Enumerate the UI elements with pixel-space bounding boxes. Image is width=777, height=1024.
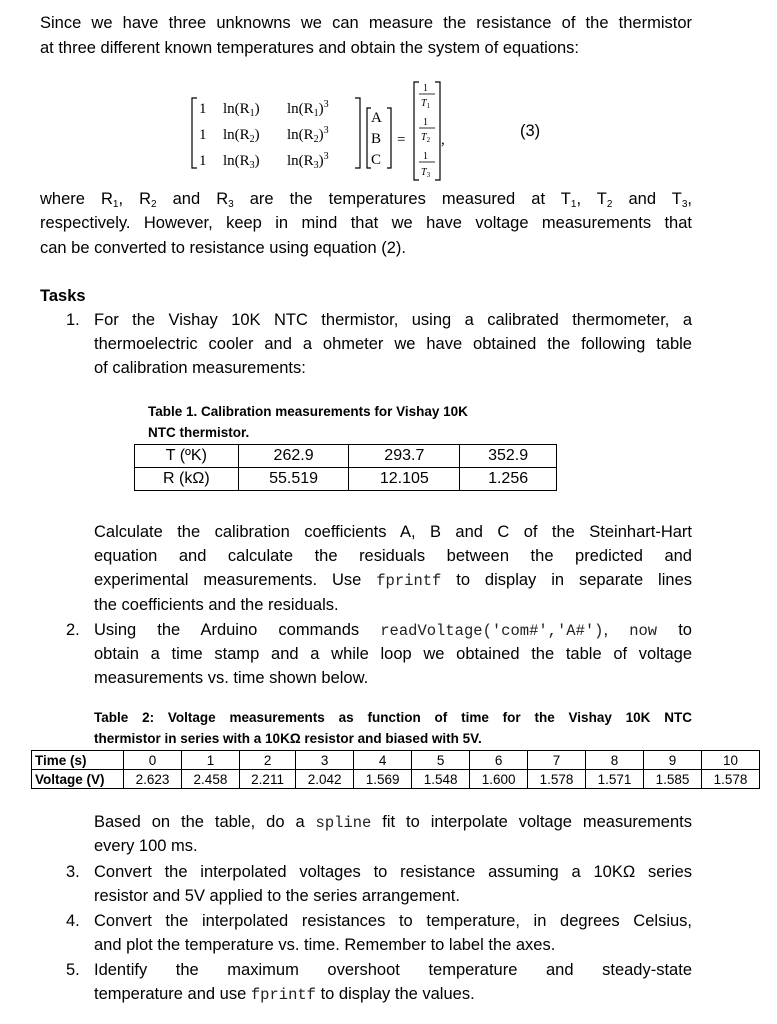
table-cell: 55.519 [238, 468, 349, 491]
table-cell: 0 [124, 751, 182, 770]
table-cell: 2.042 [296, 770, 354, 789]
matrix-r3-c3: $\ln(R_3)^3$ [287, 151, 329, 171]
matrix-r2-c2: $\ln(R_2)$ [223, 127, 260, 145]
task-4-line-1: Convert the interpolated resistances to temperature, in degrees Celsius, [94, 912, 692, 930]
task-1-line-3: of calibration measurements: [94, 359, 306, 377]
matrix-r1-c2: $\ln(R_1)$ [223, 101, 260, 119]
svg-text:,: , [441, 132, 445, 148]
matrix-r2-c1: 1 [199, 127, 207, 143]
task-1-line-1: For the Vishay 10K NTC thermistor, using a calibrated thermometer, a [94, 311, 692, 329]
task-1-line-2: thermoelectric cooler and a ohmeter we have obtained the following table [94, 335, 692, 353]
matrix-r1-c1: 1 [199, 101, 207, 117]
matrix-equation [185, 78, 485, 188]
table-cell: 1.569 [354, 770, 412, 789]
rhs-1-num: 1 [423, 83, 428, 94]
matrix-r3-c2: $\ln(R_3)$ [223, 153, 260, 171]
table-cell: 2.623 [124, 770, 182, 789]
table-cell: 1.578 [528, 770, 586, 789]
rhs-2-num: 1 [423, 117, 428, 128]
table-cell: 7 [528, 751, 586, 770]
task-5-line-1: Identify the maximum overshoot temperature and steady-state [94, 961, 692, 979]
table-cell: 9 [644, 751, 702, 770]
spline-line-1: Based on the table, do a spline fit to interpolate voltage measurements [94, 813, 692, 832]
table-cell: 12.105 [349, 468, 460, 491]
table-cell: 6 [470, 751, 528, 770]
table-cell: 8 [586, 751, 644, 770]
rhs-2-den: $T_2$ [421, 132, 431, 144]
table-cell: 2 [239, 751, 295, 770]
table-cell: 1.256 [460, 468, 557, 491]
table-cell: T (ºK) [135, 445, 239, 468]
calc-line-4: the coefficients and the residuals. [94, 596, 339, 614]
table-1-caption-line-1: Table 1. Calibration measurements for Vishay 10K [148, 404, 468, 419]
rhs-3-num: 1 [423, 151, 428, 162]
where-line-1: where $R_1$, $R_2$ and $R_3$ are the temperatures measured at $T_1$, $T_2$ and $T_3$, [40, 190, 692, 210]
coef-a: A [371, 110, 382, 126]
task-4-number: 4. [66, 912, 80, 930]
table-row [135, 445, 557, 468]
table-cell: 4 [354, 751, 412, 770]
table-cell: 2.211 [239, 770, 295, 789]
table-cell: 1.585 [644, 770, 702, 789]
coef-c: C [371, 152, 382, 168]
calc-line-2: equation and calculate the residuals between the predicted and [94, 547, 692, 565]
table-cell: 10 [701, 751, 759, 770]
task-2-line-1: Using the Arduino commands readVoltage('com#','A#'), now to [94, 621, 692, 640]
calibration-table [134, 444, 557, 491]
task-4-line-2: and plot the temperature vs. time. Remember to label the axes. [94, 936, 556, 954]
table-header-cell: Time (s) [32, 751, 124, 770]
svg-text:=: = [397, 132, 406, 148]
table-row [32, 770, 760, 789]
task-3-line-1: Convert the interpolated voltages to resistance assuming a 10KΩ series [94, 863, 692, 881]
table-cell: 293.7 [349, 445, 460, 468]
table-cell: 1 [181, 751, 239, 770]
table-cell: 2.458 [181, 770, 239, 789]
table-cell: 262.9 [238, 445, 349, 468]
task-3-line-2: resistor and 5V applied to the series arrangement. [94, 887, 460, 905]
calc-line-1: Calculate the calibration coefficients A, B and C of the Steinhart-Hart [94, 523, 692, 541]
table-cell: 352.9 [460, 445, 557, 468]
table-cell: 1.571 [586, 770, 644, 789]
table-cell: 1.600 [470, 770, 528, 789]
task-2-line-2: obtain a time stamp and a while loop we obtained the table of voltage [94, 645, 692, 663]
matrix-r1-c3: $\ln(R_1)^3$ [287, 99, 329, 119]
task-2-number: 2. [66, 621, 80, 639]
coef-b: B [371, 131, 382, 147]
matrix-r3-c1: 1 [199, 153, 207, 169]
rhs-1-den: $T_1$ [421, 98, 431, 110]
table-cell: 3 [296, 751, 354, 770]
table-row [135, 468, 557, 491]
equation-number: (3) [520, 122, 541, 140]
rhs-3-den: $T_3$ [421, 167, 431, 179]
intro-line-1: Since we have three unknowns we can measure the resistance of the thermistor [40, 14, 692, 32]
table-2-caption-line-1: Table 2: Voltage measurements as function of time for the Vishay 10K NTC [94, 710, 692, 725]
voltage-table [31, 750, 760, 789]
table-cell: 5 [412, 751, 470, 770]
spline-line-2: every 100 ms. [94, 837, 198, 855]
tasks-heading: Tasks [40, 287, 86, 305]
where-line-3: can be converted to resistance using equation (2). [40, 239, 406, 257]
table-cell: 1.578 [701, 770, 759, 789]
table-1-caption-line-2: NTC thermistor. [148, 425, 250, 440]
table-header-cell: Voltage (V) [32, 770, 124, 789]
matrix-r2-c3: $\ln(R_2)^3$ [287, 125, 329, 145]
task-3-number: 3. [66, 863, 80, 881]
intro-line-2: at three different known temperatures and obtain the system of equations: [40, 39, 580, 57]
table-cell: R (kΩ) [135, 468, 239, 491]
task-1-number: 1. [66, 311, 80, 329]
where-line-2: respectively. However, keep in mind that we have voltage measurements that [40, 214, 692, 232]
calc-line-3: experimental measurements. Use fprintf to display in separate lines [94, 571, 692, 590]
task-2-line-3: measurements vs. time shown below. [94, 669, 369, 687]
task-5-number: 5. [66, 961, 80, 979]
table-2-caption-line-2: thermistor in series with a 10KΩ resistor and biased with 5V. [94, 731, 482, 746]
task-5-line-2: temperature and use fprintf to display the values. [94, 985, 475, 1004]
table-row [32, 751, 760, 770]
table-cell: 1.548 [412, 770, 470, 789]
